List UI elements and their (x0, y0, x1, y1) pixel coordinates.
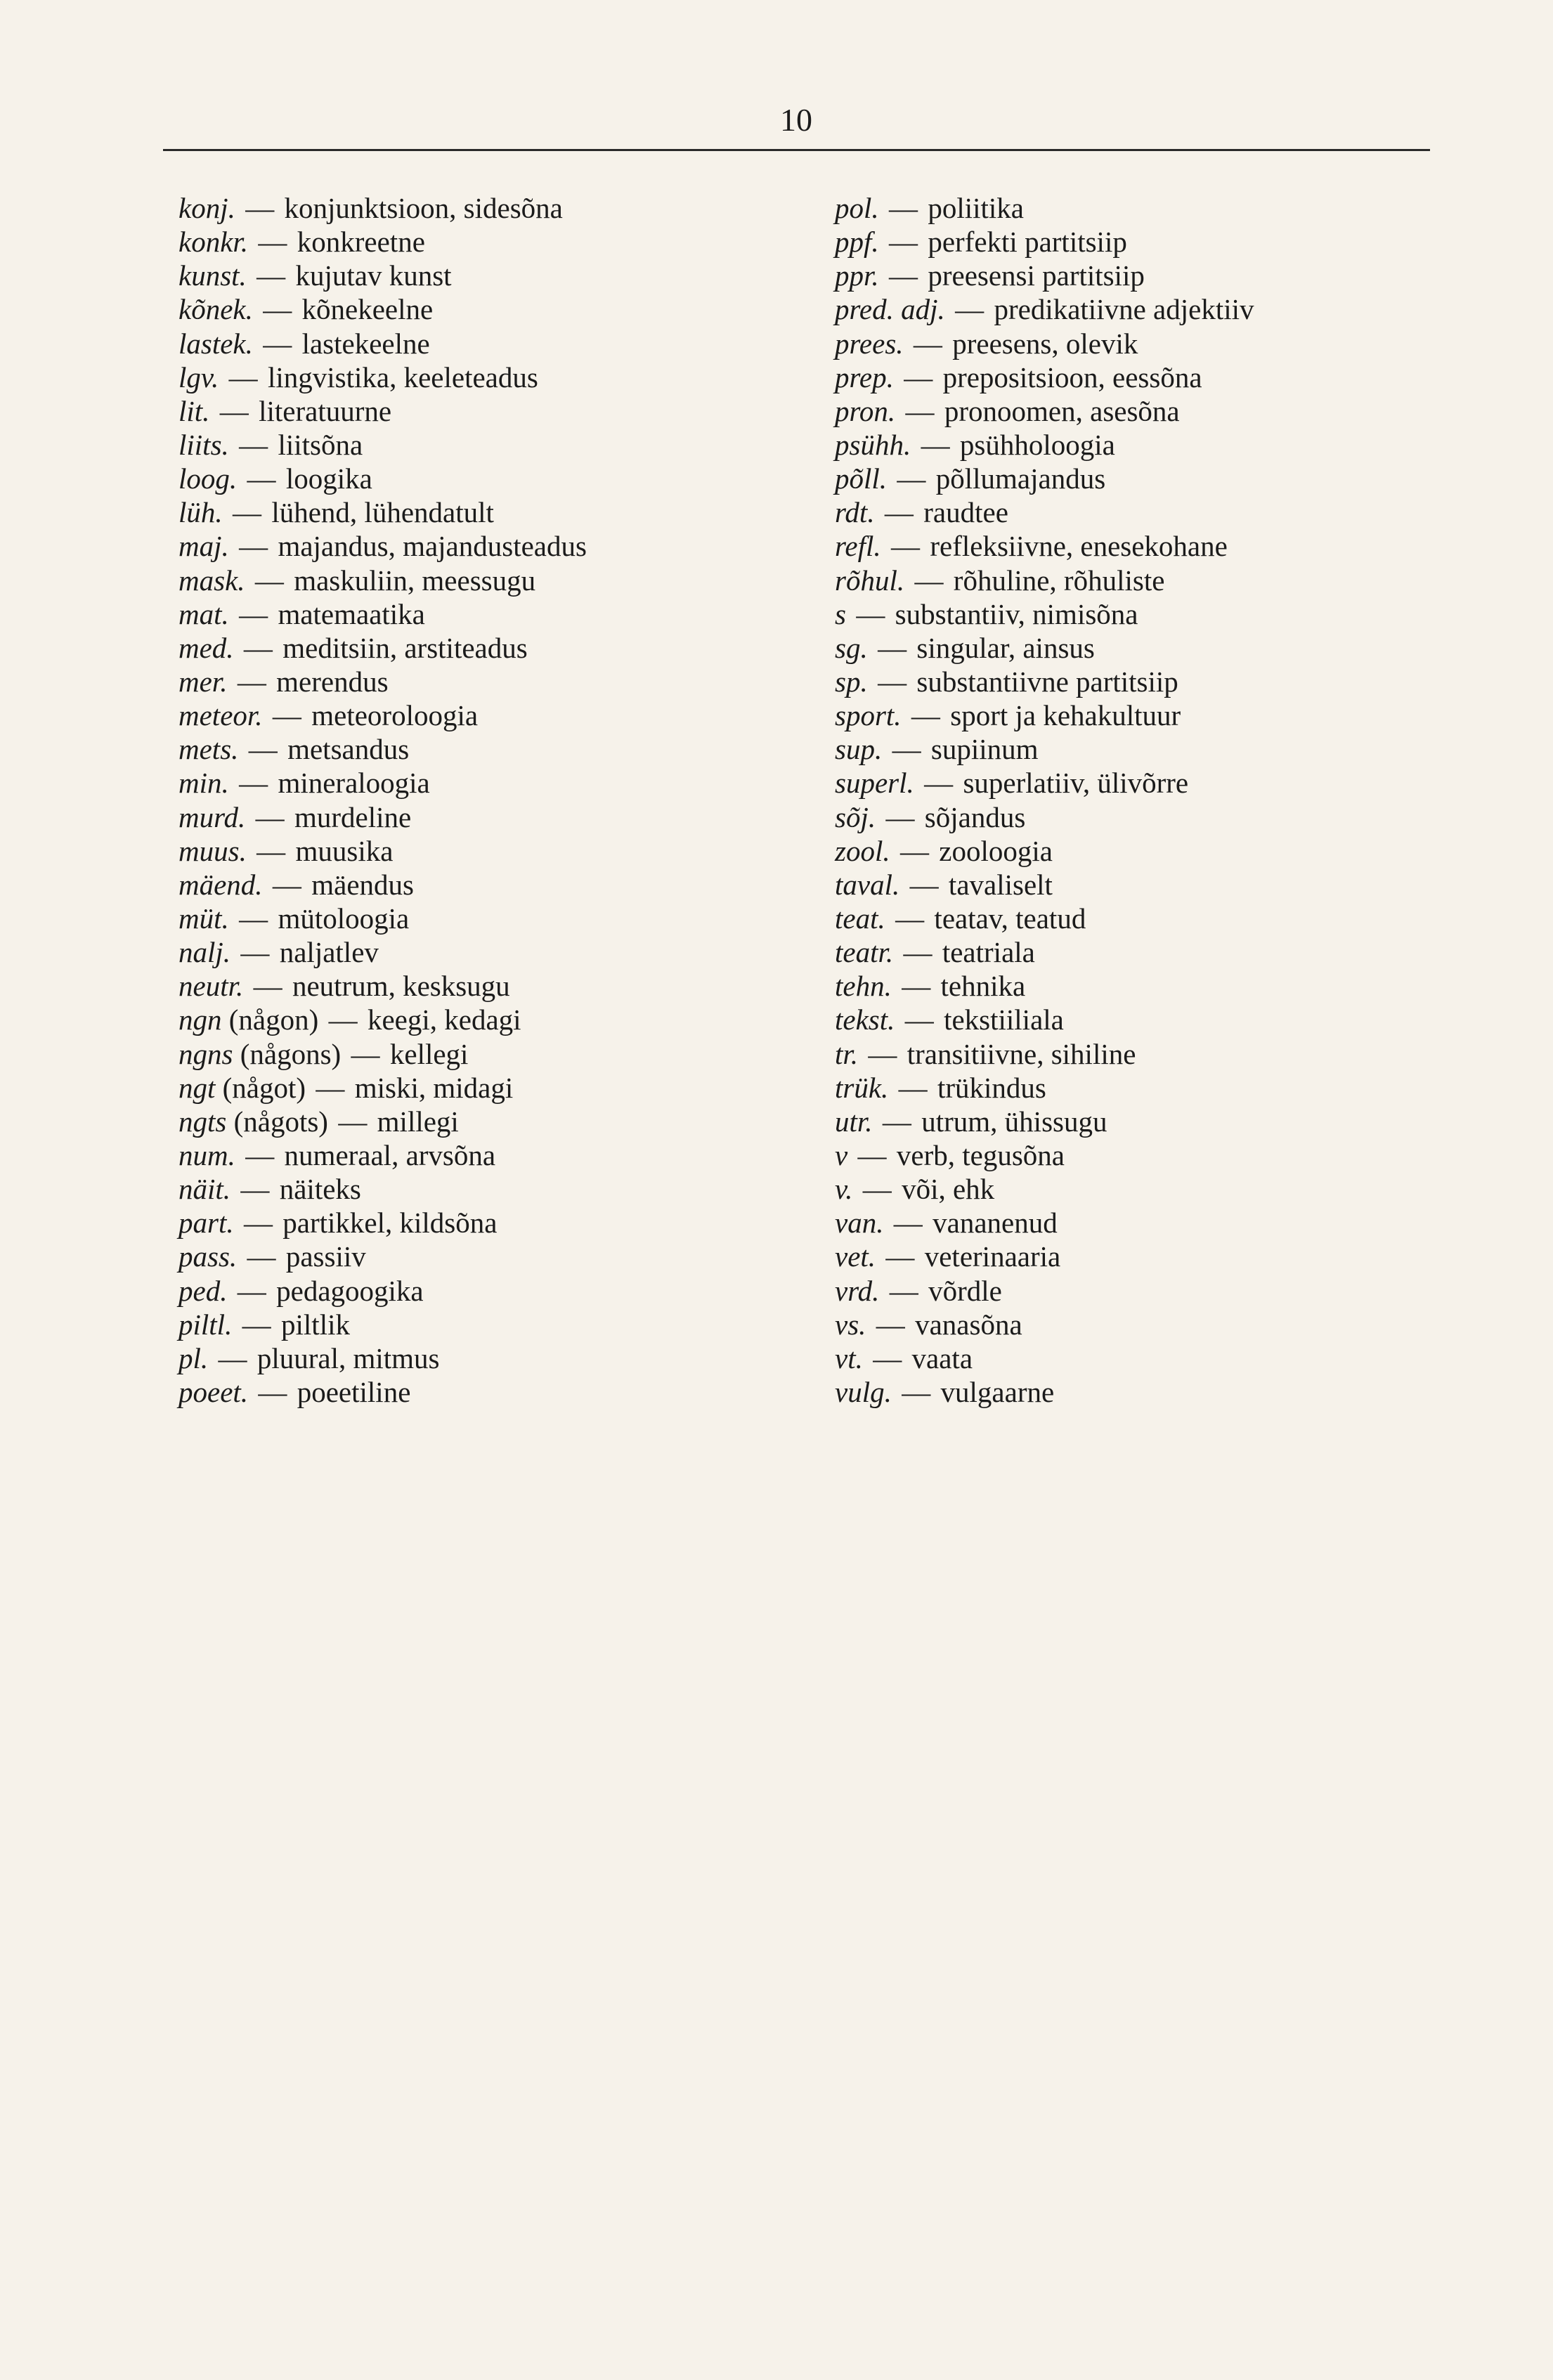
abbreviation-entry (178, 665, 783, 698)
abbreviation-column-left (178, 191, 783, 1409)
abbreviation-meaning: mäendus (311, 868, 414, 901)
em-dash-separator: — (904, 1003, 934, 1036)
abbreviation: ngts (178, 1105, 227, 1138)
abbreviation-entry (835, 564, 1453, 597)
em-dash-separator: — (328, 1003, 358, 1036)
abbreviation: sport. (835, 699, 902, 732)
abbreviation: mask. (178, 564, 245, 597)
abbreviation-meaning: passiiv (285, 1240, 366, 1273)
em-dash-separator: — (878, 631, 907, 664)
abbreviation: v. (835, 1173, 853, 1206)
abbreviation: min. (178, 767, 229, 800)
abbreviation: murd. (178, 800, 246, 833)
abbreviation: van. (835, 1207, 884, 1240)
abbreviation-entry (835, 1274, 1453, 1308)
abbreviation-meaning: utrum, ühissugu (921, 1105, 1107, 1138)
em-dash-separator: — (955, 293, 985, 326)
abbreviation-entry (835, 259, 1453, 292)
em-dash-separator: — (254, 564, 284, 597)
abbreviation: konj. (178, 192, 235, 224)
abbreviation-meaning: preesensi partitsiip (928, 259, 1145, 292)
abbreviation: kunst. (178, 259, 247, 292)
abbreviation: pl. (178, 1341, 209, 1374)
abbreviation-meaning: meditsiin, arstiteadus (282, 631, 528, 664)
abbreviation-meaning: lühend, lühendatult (271, 496, 494, 529)
abbreviation-meaning: pedagoogika (276, 1274, 424, 1307)
abbreviation: ppf. (835, 226, 879, 259)
abbreviation-meaning: numeraal, arvsõna (284, 1138, 496, 1171)
abbreviation: neutr. (178, 970, 244, 1003)
abbreviation-meaning: tehnika (940, 970, 1026, 1003)
abbreviation: maj. (178, 530, 229, 563)
abbreviation-entry (835, 1138, 1453, 1172)
abbreviation-meaning: näiteks (279, 1173, 361, 1206)
abbreviation-entry (178, 1375, 783, 1409)
abbreviation-entry (835, 394, 1453, 428)
abbreviation-entry (835, 1308, 1453, 1341)
em-dash-separator: — (233, 496, 261, 529)
abbreviation: vet. (835, 1240, 876, 1273)
abbreviation: lgv. (178, 360, 219, 394)
abbreviation-meaning: naljatlev (279, 936, 379, 969)
abbreviation-meaning: poliitika (928, 192, 1024, 224)
abbreviation: rõhul. (835, 564, 905, 597)
abbreviation: piltl. (178, 1308, 233, 1341)
abbreviation-entry (835, 1172, 1453, 1206)
abbreviation-source-note: (någon) (228, 1003, 319, 1036)
abbreviation-entry (835, 834, 1453, 868)
abbreviation: teat. (835, 902, 885, 935)
abbreviation-entry (835, 698, 1453, 732)
em-dash-separator: — (239, 428, 268, 461)
em-dash-separator: — (885, 800, 915, 833)
em-dash-separator: — (862, 1173, 892, 1206)
abbreviation: ppr. (835, 259, 879, 292)
abbreviation-entry (178, 1037, 783, 1071)
abbreviation-entry (178, 1003, 783, 1036)
abbreviation: teatr. (835, 936, 894, 969)
em-dash-separator: — (905, 394, 935, 427)
em-dash-separator: — (245, 192, 275, 224)
abbreviation: tehn. (835, 970, 892, 1003)
em-dash-separator: — (272, 699, 301, 732)
em-dash-separator: — (895, 902, 925, 935)
abbreviation-entry (178, 529, 783, 563)
em-dash-separator: — (889, 1274, 918, 1307)
abbreviation-entry (178, 902, 783, 935)
abbreviation-meaning: sõjandus (924, 800, 1026, 833)
em-dash-separator: — (921, 428, 950, 461)
em-dash-separator: — (856, 597, 885, 630)
abbreviation: poeet. (178, 1375, 249, 1408)
abbreviation-meaning: loogika (285, 462, 372, 495)
abbreviation-meaning: mütoloogia (278, 902, 410, 935)
abbreviation: liits. (178, 428, 229, 461)
abbreviation-meaning: lingvistika, keeleteadus (267, 360, 538, 394)
em-dash-separator: — (904, 360, 933, 394)
em-dash-separator: — (258, 1375, 287, 1408)
abbreviation-entry (835, 529, 1453, 563)
em-dash-separator: — (219, 394, 249, 427)
abbreviation: ngn (178, 1003, 222, 1036)
em-dash-separator: — (228, 360, 258, 394)
abbreviation-meaning: veterinaaria (924, 1240, 1061, 1273)
em-dash-separator: — (243, 1207, 273, 1240)
abbreviation: taval. (835, 868, 900, 901)
abbreviation-entry (178, 1341, 783, 1375)
abbreviation-meaning: tekstiiliala (944, 1003, 1064, 1036)
em-dash-separator: — (873, 1341, 902, 1374)
abbreviation-entry (178, 1105, 783, 1138)
em-dash-separator: — (351, 1037, 380, 1070)
abbreviation-meaning: sport ja kehakultuur (950, 699, 1181, 732)
em-dash-separator: — (898, 1071, 928, 1104)
abbreviation-entry (178, 800, 783, 834)
abbreviation-meaning: konjunktsioon, sidesõna (284, 192, 563, 224)
abbreviation-meaning: literatuurne (259, 394, 392, 427)
abbreviation: v (835, 1138, 848, 1171)
abbreviation-entry (178, 766, 783, 800)
abbreviation: sõj. (835, 800, 876, 833)
abbreviation-entry (835, 969, 1453, 1003)
abbreviation-entry (178, 1240, 783, 1273)
abbreviation-meaning: partikkel, kildsõna (282, 1207, 498, 1240)
abbreviation-meaning: verb, tegusõna (896, 1138, 1065, 1171)
abbreviation-meaning: merendus (276, 665, 389, 698)
abbreviation: mäend. (178, 868, 263, 901)
abbreviation: pass. (178, 1240, 238, 1273)
abbreviation: pol. (835, 192, 879, 224)
em-dash-separator: — (868, 1037, 897, 1070)
abbreviation-meaning: pronoomen, asesõna (944, 394, 1180, 427)
em-dash-separator: — (239, 530, 268, 563)
abbreviation-meaning: keegi, kedagi (367, 1003, 521, 1036)
abbreviation-entry (835, 766, 1453, 800)
abbreviation-meaning: refleksiivne, enesekohane (930, 530, 1228, 563)
abbreviation-meaning: perfekti partitsiip (928, 226, 1127, 259)
abbreviation-entry (835, 1206, 1453, 1240)
abbreviation-meaning: pluural, mitmus (256, 1341, 440, 1374)
abbreviation: pron. (835, 394, 896, 427)
abbreviation-entry (178, 969, 783, 1003)
abbreviation-entry (178, 428, 783, 462)
abbreviation-meaning: supiinum (930, 733, 1039, 766)
abbreviation: tekst. (835, 1003, 895, 1036)
em-dash-separator: — (924, 767, 954, 800)
abbreviation-entry (835, 495, 1453, 529)
abbreviation-meaning: võrdle (928, 1274, 1002, 1307)
abbreviation-entry (178, 1206, 783, 1240)
abbreviation-meaning: singular, ainsus (916, 631, 1095, 664)
em-dash-separator: — (914, 564, 944, 597)
abbreviation-entry (835, 1240, 1453, 1273)
abbreviation-meaning: metsandus (287, 733, 410, 766)
abbreviation: konkr. (178, 226, 249, 259)
abbreviation-entry (835, 428, 1453, 462)
em-dash-separator: — (239, 767, 268, 800)
abbreviation: psühh. (835, 428, 911, 461)
abbreviation-meaning: teatriala (942, 936, 1035, 969)
abbreviation-meaning: poeetiline (297, 1375, 411, 1408)
abbreviation-entry (178, 259, 783, 292)
abbreviation-meaning: meteoroloogia (311, 699, 479, 732)
abbreviation-entry (835, 665, 1453, 698)
em-dash-separator: — (885, 1240, 915, 1273)
em-dash-separator: — (876, 1308, 905, 1341)
em-dash-separator: — (893, 1207, 923, 1240)
abbreviation: mets. (178, 733, 239, 766)
abbreviation-meaning: substantiiv, nimisõna (895, 597, 1138, 630)
abbreviation: sup. (835, 733, 883, 766)
abbreviation-meaning: matemaatika (278, 597, 425, 630)
abbreviation: utr. (835, 1105, 873, 1138)
abbreviation: lüh. (178, 496, 223, 529)
abbreviation-entry (835, 597, 1453, 631)
abbreviation: lastek. (178, 327, 253, 360)
abbreviation: prep. (835, 360, 894, 394)
em-dash-separator: — (897, 462, 926, 495)
abbreviation-entry (835, 1375, 1453, 1409)
abbreviation-meaning: transitiivne, sihiline (907, 1037, 1136, 1070)
abbreviation: kõnek. (178, 293, 253, 326)
abbreviation-entry (178, 462, 783, 495)
abbreviation-entry (835, 1037, 1453, 1071)
abbreviation-meaning: kõnekeelne (301, 293, 434, 326)
abbreviation-meaning: mineraloogia (278, 767, 430, 800)
abbreviation: num. (178, 1138, 235, 1171)
abbreviation: zool. (835, 834, 890, 867)
abbreviation-entry (178, 495, 783, 529)
em-dash-separator: — (247, 462, 276, 495)
abbreviation-entry (835, 1003, 1453, 1036)
abbreviation: prees. (835, 327, 904, 360)
abbreviation: pred. adj. (835, 293, 945, 326)
abbreviation-entry (178, 225, 783, 259)
abbreviation-meaning: lastekeelne (301, 327, 430, 360)
abbreviation-entry (835, 800, 1453, 834)
abbreviation-meaning: tavaliselt (948, 868, 1053, 901)
abbreviation-source-note: (någots) (233, 1105, 328, 1138)
abbreviation-meaning: rõhuline, rõhuliste (953, 564, 1165, 597)
abbreviation-entry (178, 394, 783, 428)
abbreviation: ngt (178, 1071, 216, 1104)
abbreviation-entry (178, 698, 783, 732)
em-dash-separator: — (256, 834, 286, 867)
em-dash-separator: — (255, 800, 285, 833)
abbreviation-entry (178, 564, 783, 597)
em-dash-separator: — (882, 1105, 911, 1138)
em-dash-separator: — (878, 665, 907, 698)
abbreviation: näit. (178, 1173, 231, 1206)
abbreviation-entry (835, 935, 1453, 969)
abbreviation-entry (178, 935, 783, 969)
abbreviation-entry (835, 462, 1453, 495)
abbreviation-entry (178, 834, 783, 868)
abbreviation: muus. (178, 834, 247, 867)
em-dash-separator: — (258, 226, 287, 259)
em-dash-separator: — (239, 902, 268, 935)
abbreviation: tr. (835, 1037, 859, 1070)
page-number: 10 (780, 102, 812, 138)
em-dash-separator: — (884, 496, 914, 529)
abbreviation-entry (178, 868, 783, 902)
abbreviation-entry (835, 292, 1453, 326)
abbreviation: sp. (835, 665, 868, 698)
em-dash-separator: — (240, 936, 270, 969)
abbreviation-column-right (835, 191, 1453, 1409)
em-dash-separator: — (263, 293, 292, 326)
abbreviation-entry (178, 292, 783, 326)
em-dash-separator: — (242, 1308, 271, 1341)
abbreviation-meaning: millegi (377, 1105, 459, 1138)
em-dash-separator: — (248, 733, 278, 766)
em-dash-separator: — (902, 1375, 931, 1408)
abbreviation-meaning: substantiivne partitsiip (916, 665, 1178, 698)
em-dash-separator: — (913, 327, 942, 360)
abbreviation-entry (835, 225, 1453, 259)
abbreviation: mat. (178, 597, 229, 630)
abbreviation-meaning: kellegi (389, 1037, 469, 1070)
abbreviation-meaning: muusika (295, 834, 394, 867)
abbreviation: vs. (835, 1308, 866, 1341)
em-dash-separator: — (338, 1105, 368, 1138)
abbreviation-meaning: konkreetne (297, 226, 425, 259)
em-dash-separator: — (903, 936, 933, 969)
abbreviation-entry (178, 1071, 783, 1105)
abbreviation-meaning: vulgaarne (940, 1375, 1055, 1408)
abbreviation-meaning: zooloogia (939, 834, 1053, 867)
abbreviation: ngns (178, 1037, 233, 1070)
abbreviation: mer. (178, 665, 228, 698)
abbreviation-meaning: murdeline (294, 800, 412, 833)
em-dash-separator: — (902, 970, 931, 1003)
abbreviation-entry (178, 1308, 783, 1341)
abbreviation-meaning: teatav, teatud (934, 902, 1086, 935)
em-dash-separator: — (218, 1341, 247, 1374)
abbreviation-entry (835, 631, 1453, 665)
header-rule (163, 149, 1430, 151)
abbreviation: meteor. (178, 699, 263, 732)
abbreviation-meaning: trükindus (937, 1071, 1046, 1104)
abbreviation-meaning: prepositsioon, eessõna (942, 360, 1202, 394)
abbreviation: vt. (835, 1341, 863, 1374)
em-dash-separator: — (857, 1138, 887, 1171)
em-dash-separator: — (889, 226, 918, 259)
abbreviation-meaning: vanasõna (915, 1308, 1022, 1341)
abbreviation-meaning: predikatiivne adjektiiv (994, 293, 1254, 326)
em-dash-separator: — (899, 834, 929, 867)
abbreviation-meaning: vananenud (933, 1207, 1058, 1240)
abbreviation-entry (178, 1138, 783, 1172)
abbreviation: superl. (835, 767, 914, 800)
em-dash-separator: — (889, 259, 918, 292)
abbreviation: müt. (178, 902, 229, 935)
abbreviation-entry (835, 1341, 1453, 1375)
abbreviation: lit. (178, 394, 210, 427)
em-dash-separator: — (237, 1274, 266, 1307)
em-dash-separator: — (245, 1138, 275, 1171)
em-dash-separator: — (239, 597, 268, 630)
abbreviation-entry (178, 597, 783, 631)
em-dash-separator: — (891, 530, 921, 563)
abbreviation: põll. (835, 462, 888, 495)
abbreviation-meaning: superlatiiv, ülivõrre (963, 767, 1189, 800)
abbreviation-meaning: neutrum, kesksugu (292, 970, 510, 1003)
abbreviation: nalj. (178, 936, 231, 969)
abbreviation-meaning: kujutav kunst (295, 259, 452, 292)
abbreviation: part. (178, 1207, 234, 1240)
abbreviation-meaning: miski, midagi (354, 1071, 514, 1104)
abbreviation-meaning: preesens, olevik (952, 327, 1138, 360)
abbreviation-entry (835, 732, 1453, 766)
em-dash-separator: — (889, 192, 918, 224)
abbreviation-source-note: (någons) (240, 1037, 342, 1070)
em-dash-separator: — (892, 733, 921, 766)
abbreviation-entry (835, 360, 1453, 394)
em-dash-separator: — (909, 868, 939, 901)
abbreviation-entry (178, 732, 783, 766)
abbreviation-meaning: majandus, majandusteadus (278, 530, 587, 563)
em-dash-separator: — (911, 699, 940, 732)
abbreviation-meaning: põllumajandus (935, 462, 1106, 495)
abbreviation: med. (178, 631, 234, 664)
abbreviation-entry (178, 327, 783, 360)
abbreviation-meaning: liitsõna (278, 428, 363, 461)
abbreviation-entry (835, 1105, 1453, 1138)
abbreviation: sg. (835, 631, 868, 664)
abbreviation-entry (178, 631, 783, 665)
abbreviation-entry (178, 1172, 783, 1206)
abbreviation: vulg. (835, 1375, 892, 1408)
abbreviation-meaning: või, ehk (902, 1173, 995, 1206)
abbreviation-meaning: vaata (911, 1341, 973, 1374)
em-dash-separator: — (243, 631, 273, 664)
abbreviation-meaning: psühholoogia (959, 428, 1115, 461)
abbreviation: ped. (178, 1274, 228, 1307)
em-dash-separator: — (256, 259, 286, 292)
abbreviation-entry (178, 360, 783, 394)
em-dash-separator: — (263, 327, 292, 360)
abbreviation-entry (835, 191, 1453, 225)
em-dash-separator: — (247, 1240, 276, 1273)
abbreviation: s (835, 597, 846, 630)
em-dash-separator: — (316, 1071, 345, 1104)
abbreviation-source-note: (något) (222, 1071, 306, 1104)
abbreviation-entry (835, 868, 1453, 902)
abbreviation: vrd. (835, 1274, 880, 1307)
abbreviation: refl. (835, 530, 881, 563)
abbreviation-meaning: maskuliin, meessugu (294, 564, 536, 597)
em-dash-separator: — (272, 868, 301, 901)
abbreviation-meaning: piltlik (281, 1308, 350, 1341)
abbreviation: loog. (178, 462, 238, 495)
abbreviation-meaning: raudtee (923, 496, 1008, 529)
abbreviation-entry (835, 902, 1453, 935)
em-dash-separator: — (237, 665, 266, 698)
abbreviation: trük. (835, 1071, 889, 1104)
em-dash-separator: — (240, 1173, 270, 1206)
abbreviation-entry (835, 327, 1453, 360)
abbreviation: rdt. (835, 496, 875, 529)
abbreviation-entry (835, 1071, 1453, 1105)
em-dash-separator: — (253, 970, 282, 1003)
abbreviation-entry (178, 191, 783, 225)
abbreviation-entry (178, 1274, 783, 1308)
